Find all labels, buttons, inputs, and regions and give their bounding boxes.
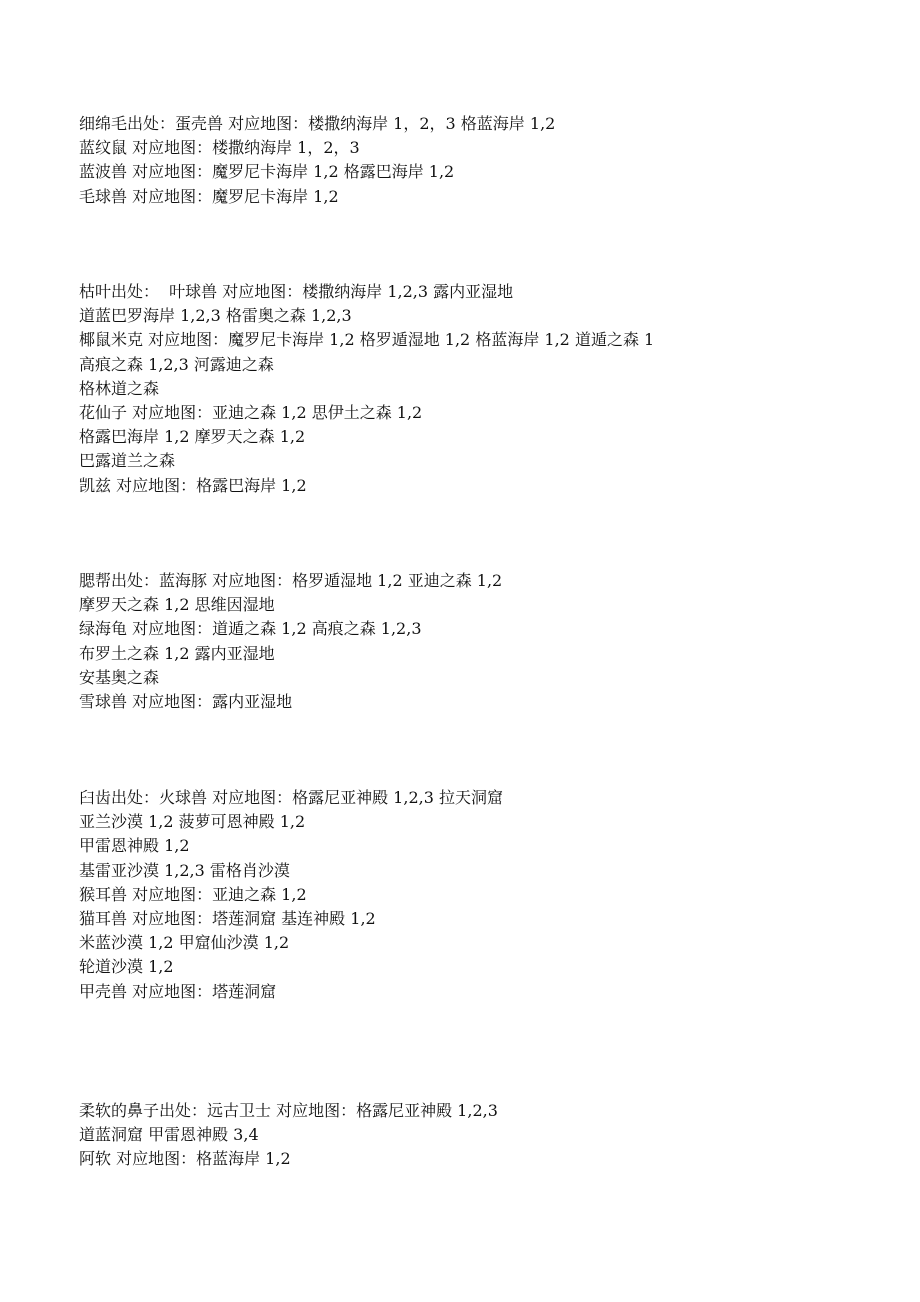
text-line: 枯叶出处： 叶球兽 对应地图：楼撒纳海岸 1,2,3 露内亚湿地 [79,282,514,301]
text-line: 轮道沙漠 1,2 [79,957,174,977]
text-line: 格露巴海岸 1,2 摩罗天之森 1,2 [79,427,306,447]
text-line: 猫耳兽 对应地图：塔莲洞窟 基连神殿 1,2 [79,908,376,928]
section-fine-wool [79,112,879,209]
text-line: 米蓝沙漠 1,2 甲窟仙沙漠 1,2 [79,933,290,953]
section-molar [79,786,879,1004]
text-line: 巴露道兰之森 [79,451,176,471]
text-line: 亚兰沙漠 1,2 菠萝可恩神殿 1,2 [79,812,306,832]
text-line: 毛球兽 对应地图：魔罗尼卡海岸 1,2 [79,186,339,206]
text-line: 臼齿出处：火球兽 对应地图：格露尼亚神殿 1,2,3 拉天洞窟 [79,788,503,807]
text-line: 甲壳兽 对应地图：塔莲洞窟 [79,981,277,1001]
text-line: 道蓝洞窟 甲雷恩神殿 3,4 [79,1125,259,1145]
text-line: 腮帮出处：蓝海豚 对应地图：格罗遁湿地 1,2 亚迪之森 1,2 [79,571,503,590]
text-line: 蓝纹鼠 对应地图：楼撒纳海岸 1，2，3 [79,138,360,158]
text-line: 布罗土之森 1,2 露内亚湿地 [79,643,275,663]
text-line: 阿软 对应地图：格蓝海岸 1,2 [79,1149,291,1169]
text-line: 柔软的鼻子出处：远古卫士 对应地图：格露尼亚神殿 1,2,3 [79,1101,498,1120]
text-line: 细绵毛出处：蛋壳兽 对应地图：楼撒纳海岸 1，2，3 格蓝海岸 1,2 [79,114,556,133]
text-line: 凯兹 对应地图：格露巴海岸 1,2 [79,475,307,495]
section-dry-leaf [79,280,879,498]
text-line: 蓝波兽 对应地图：魔罗尼卡海岸 1,2 格露巴海岸 1,2 [79,162,455,182]
text-line: 雪球兽 对应地图：露内亚湿地 [79,691,293,711]
text-line: 基雷亚沙漠 1,2,3 雷格肖沙漠 [79,860,290,880]
text-line: 猴耳兽 对应地图：亚迪之森 1,2 [79,884,307,904]
text-line: 格林道之森 [79,378,160,398]
text-line: 高痕之森 1,2,3 河露迪之森 [79,354,274,374]
text-line: 安基奥之森 [79,667,160,687]
section-cheek [79,569,879,714]
section-soft-nose [79,1099,879,1172]
text-line: 绿海龟 对应地图：道遁之森 1,2 高痕之森 1,2,3 [79,619,422,639]
text-line: 摩罗天之森 1,2 思维因湿地 [79,595,275,615]
text-line: 道蓝巴罗海岸 1,2,3 格雷奥之森 1,2,3 [79,306,352,326]
text-line: 椰鼠米克 对应地图：魔罗尼卡海岸 1,2 格罗遁湿地 1,2 格蓝海岸 1,2 道遁之森 1 [79,330,655,350]
text-line: 花仙子 对应地图：亚迪之森 1,2 思伊土之森 1,2 [79,402,423,422]
text-line: 甲雷恩神殿 1,2 [79,836,190,856]
